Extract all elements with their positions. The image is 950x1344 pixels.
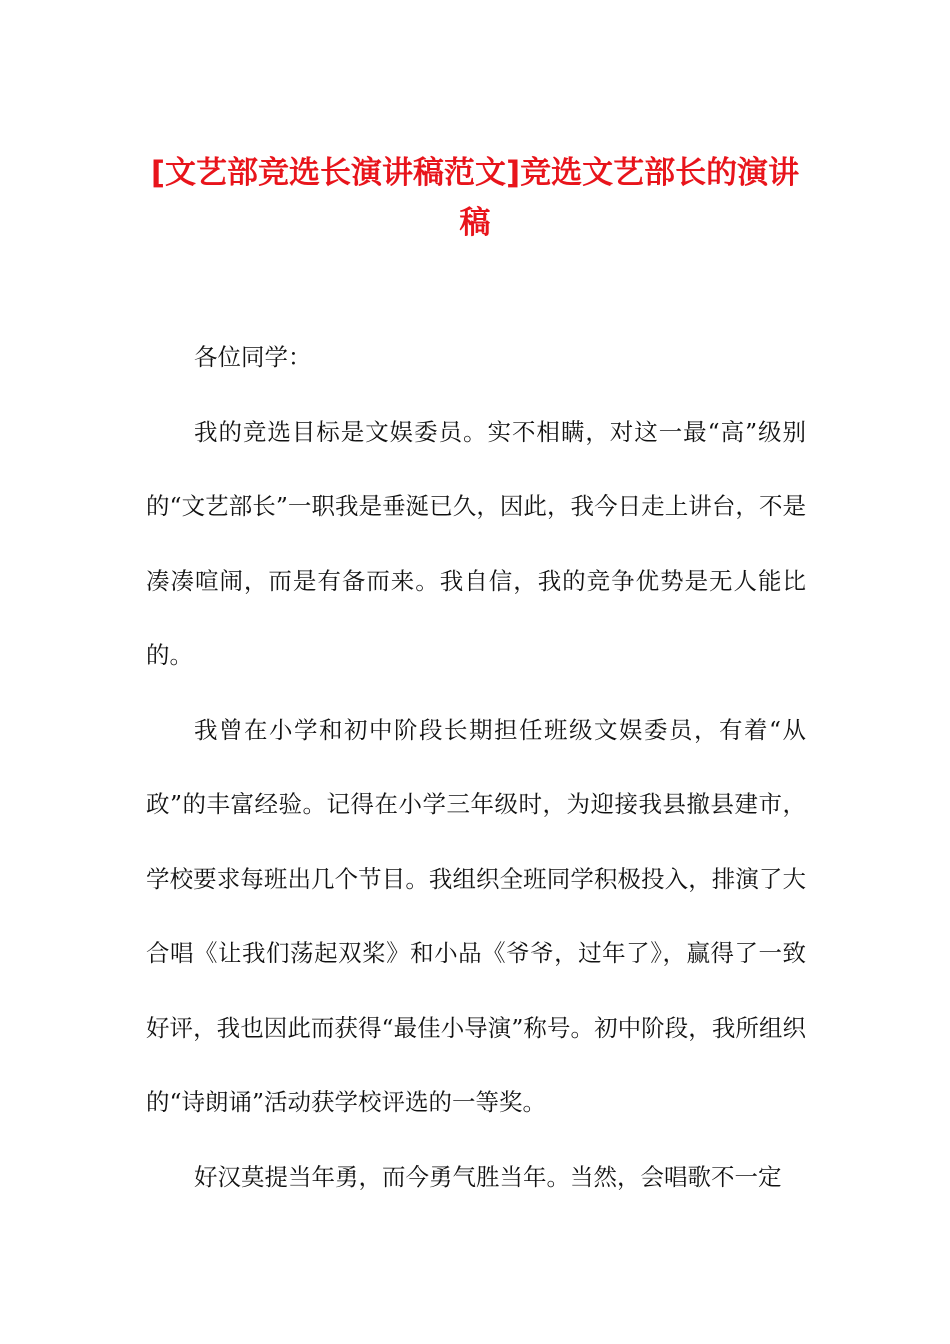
document-body [146, 320, 806, 1214]
paragraph: 我的竞选目标是文娱委员。实不相瞒，对这一最“高”级别的“文艺部长”一职我是垂涎已久，因此，我今日走上讲台，不是凑凑喧闹，而是有备而来。我自信，我的竞争优势是无人能比的。 [146, 417, 806, 669]
paragraph: 我曾在小学和初中阶段长期担任班级文娱委员，有着“从政”的丰富经验。记得在小学三年级时，为迎接我县撤县建市，学校要求每班出几个节目。我组织全班同学积极投入，排演了大合唱《让我们荡起双桨》和小品《爷爷，过年了》，赢得了一致好评，我也因此而获得“最佳小导演”称号。初中阶段，我所组织的“诗朗诵”活动获学校评选的一等奖。 [146, 715, 806, 1116]
document-title: [文艺部竞选长演讲稿范文]竞选文艺部长的演讲稿 [150, 155, 800, 241]
paragraph: 好汉莫提当年勇，而今勇气胜当年。当然，会唱歌不一定 [194, 1162, 782, 1191]
paragraph-salutation: 各位同学： [194, 343, 312, 371]
